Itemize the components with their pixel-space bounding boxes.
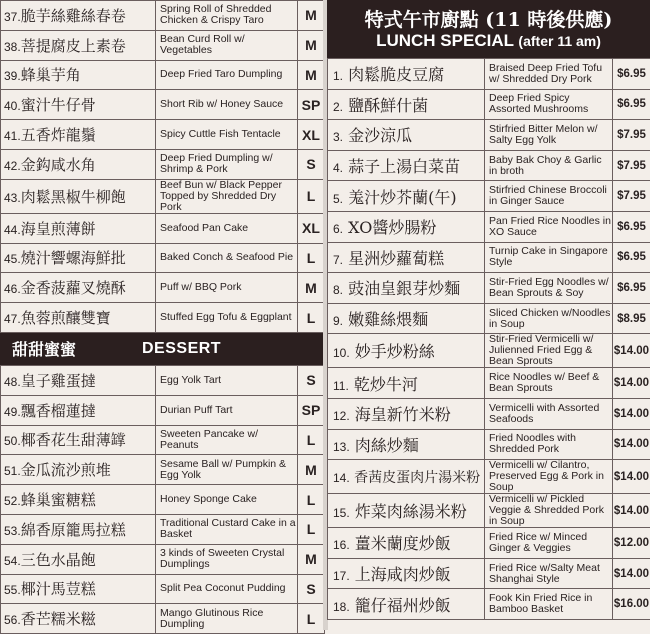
lunch-item-row <box>328 460 650 494</box>
item-size: L <box>298 425 325 455</box>
item-name-zh <box>328 211 485 242</box>
lunch-item-row <box>328 59 650 90</box>
item-name-en: Bean Curd Roll w/ Vegetables <box>156 30 298 60</box>
lunch-item-row <box>328 494 650 528</box>
item-number: 5. <box>333 192 343 206</box>
item-name-en: Fried Noodles with Shredded Pork <box>485 429 613 460</box>
item-number: 6. <box>333 222 343 236</box>
item-size: XL <box>298 213 325 243</box>
item-name-zh <box>328 150 485 181</box>
menu-item-row <box>1 60 325 90</box>
item-price: $6.95 <box>613 211 650 242</box>
lunch-item-row <box>328 242 650 273</box>
lunch-title-main: LUNCH SPECIAL <box>376 31 514 50</box>
item-name-zh <box>328 59 485 90</box>
item-price: $14.00 <box>613 460 650 494</box>
item-price: $14.00 <box>613 429 650 460</box>
item-chinese-name: 蜜汁牛仔骨 <box>21 96 96 114</box>
item-name-zh <box>328 589 485 620</box>
item-name-zh <box>1 395 156 425</box>
item-chinese-name: 飄香榴蓮撻 <box>21 402 96 420</box>
menu-item-row <box>1 395 325 425</box>
item-name-zh <box>1 213 156 243</box>
menu-item-row <box>1 514 325 544</box>
item-number: 46. <box>4 282 21 296</box>
item-price: $6.95 <box>613 242 650 273</box>
item-chinese-name: 蜂巢蜜糖糕 <box>21 491 96 509</box>
menu-item-row <box>1 303 325 333</box>
lunch-item-row <box>328 589 650 620</box>
item-name-en: Fook Kin Fried Rice in Bamboo Basket <box>485 589 613 620</box>
item-name-zh <box>328 558 485 589</box>
item-name-en: Rice Noodles w/ Beef & Bean Sprouts <box>485 368 613 399</box>
item-chinese-name: 上海咸肉炒飯 <box>355 565 451 584</box>
item-number: 9. <box>333 314 343 328</box>
item-name-en: Sweeten Pancake w/ Peanuts <box>156 425 298 455</box>
item-name-zh <box>328 89 485 120</box>
item-name-en: Egg Yolk Tart <box>156 365 298 395</box>
item-number: 18. <box>333 600 350 614</box>
item-chinese-name: 乾炒牛河 <box>354 375 418 394</box>
item-size: XL <box>298 120 325 150</box>
item-size: M <box>298 455 325 485</box>
lunch-title-zh: 特式午市廚點 (11 時後供應) <box>327 5 650 32</box>
item-chinese-name: 肉鬆黑椒牛柳飽 <box>21 188 126 206</box>
menu-item-row <box>1 273 325 303</box>
item-name-en: Turnip Cake in Singapore Style <box>485 242 613 273</box>
item-name-en: 3 kinds of Sweeten Crystal Dumplings <box>156 544 298 574</box>
item-price: $6.95 <box>613 273 650 304</box>
item-name-en: Spicy Cuttle Fish Tentacle <box>156 120 298 150</box>
item-number: 49. <box>4 405 21 419</box>
item-name-en: Mango Glutinous Rice Dumpling <box>156 604 298 634</box>
lunch-item-row <box>328 181 650 212</box>
item-chinese-name: 皇子雞蛋撻 <box>21 372 96 390</box>
item-name-zh <box>1 455 156 485</box>
item-number: 2. <box>333 100 343 114</box>
item-chinese-name: 蜂巢芋角 <box>21 66 81 84</box>
item-chinese-name: 鹽酥鮮什菌 <box>348 96 428 115</box>
item-number: 53. <box>4 524 21 538</box>
item-name-zh <box>328 368 485 399</box>
item-chinese-name: 肉鬆脆皮豆腐 <box>348 65 444 84</box>
item-number: 3. <box>333 130 343 144</box>
item-name-zh <box>1 604 156 634</box>
item-size: S <box>298 365 325 395</box>
dessert-title-zh: 甜甜蜜蜜 <box>0 333 142 365</box>
menu-item-row <box>1 179 325 213</box>
item-number: 56. <box>4 613 21 627</box>
lunch-item-row <box>328 334 650 368</box>
item-size: L <box>298 485 325 515</box>
dessert-header <box>0 333 324 365</box>
lunch-title-en <box>327 31 650 51</box>
item-name-zh <box>328 273 485 304</box>
item-name-zh <box>1 485 156 515</box>
item-number: 11. <box>333 379 349 393</box>
item-name-en: Deep Fried Spicy Assorted Mushrooms <box>485 89 613 120</box>
item-number: 50. <box>4 434 21 448</box>
menu-item-row <box>1 90 325 120</box>
item-chinese-name: 嫩雞絲煨麵 <box>348 310 428 329</box>
item-size: M <box>298 1 325 31</box>
item-chinese-name: 菩提腐皮上素卷 <box>21 37 126 55</box>
item-name-en: Baked Conch & Seafood Pie <box>156 243 298 273</box>
item-name-zh <box>1 90 156 120</box>
item-name-zh <box>1 514 156 544</box>
menu-item-row <box>1 243 325 273</box>
item-name-zh <box>328 494 485 528</box>
item-chinese-name: 羗汁炒芥蘭(午) <box>348 188 457 207</box>
item-name-en: Puff w/ BBQ Pork <box>156 273 298 303</box>
item-name-en: Seafood Pan Cake <box>156 213 298 243</box>
lunch-item-row <box>328 273 650 304</box>
lunch-item-row <box>328 150 650 181</box>
item-price: $6.95 <box>613 59 650 90</box>
lunch-special-column <box>327 0 650 620</box>
item-size: SP <box>298 395 325 425</box>
item-number: 52. <box>4 494 21 508</box>
menu-item-row <box>1 485 325 515</box>
item-chinese-name: XO醬炒腸粉 <box>348 218 436 237</box>
item-chinese-name: 椰汁馬荳糕 <box>21 580 96 598</box>
item-price: $7.95 <box>613 120 650 151</box>
dim-sum-table <box>0 0 325 333</box>
item-name-zh <box>328 528 485 559</box>
item-number: 38. <box>4 40 21 54</box>
item-chinese-name: 薑米蘭度炒飯 <box>355 534 451 553</box>
item-chinese-name: 妙手炒粉絲 <box>355 342 435 361</box>
item-name-zh <box>1 60 156 90</box>
item-number: 42. <box>4 159 21 173</box>
item-number: 54. <box>4 554 21 568</box>
lunch-title-sub: (after 11 am) <box>518 33 600 49</box>
item-price: $16.00 <box>613 589 650 620</box>
item-name-en: Stuffed Egg Tofu & Eggplant <box>156 303 298 333</box>
lunch-item-row <box>328 429 650 460</box>
item-name-en: Stir-Fried Vermicelli w/ Julienned Fried Egg & Bean Sprouts <box>485 334 613 368</box>
item-number: 15. <box>333 506 350 520</box>
item-name-zh <box>1 303 156 333</box>
item-size: M <box>298 60 325 90</box>
item-price: $7.95 <box>613 150 650 181</box>
menu-item-row <box>1 455 325 485</box>
item-size: L <box>298 514 325 544</box>
item-name-en: Baby Bak Choy & Garlic in broth <box>485 150 613 181</box>
lunch-special-header <box>327 0 650 58</box>
item-price: $6.95 <box>613 89 650 120</box>
item-name-zh <box>328 242 485 273</box>
item-size: L <box>298 243 325 273</box>
item-name-zh <box>1 273 156 303</box>
item-chinese-name: 金瓜流沙煎堆 <box>21 461 111 479</box>
item-number: 40. <box>4 99 21 113</box>
item-name-zh <box>1 179 156 213</box>
item-name-en: Stir-Fried Egg Noodles w/ Bean Sprouts & Soy <box>485 273 613 304</box>
item-chinese-name: 魚蓉煎釀雙寶 <box>21 309 111 327</box>
item-name-zh <box>328 398 485 429</box>
item-name-zh <box>328 460 485 494</box>
item-name-en: Vermicelli w/ Pickled Veggie & Shredded Pork in Soup <box>485 494 613 528</box>
item-name-en: Deep Fried Dumpling w/ Shrimp & Pork <box>156 149 298 179</box>
item-chinese-name: 金香菠蘿叉燒酥 <box>21 279 126 297</box>
item-number: 10. <box>333 346 350 360</box>
item-size: L <box>298 303 325 333</box>
item-number: 51. <box>4 464 21 478</box>
item-price: $14.00 <box>613 558 650 589</box>
item-name-en: Traditional Custard Cake in a Basket <box>156 514 298 544</box>
item-name-en: Pan Fried Rice Noodles in XO Sauce <box>485 211 613 242</box>
item-name-en: Vermicelli w/ Cilantro, Preserved Egg & Pork in Soup <box>485 460 613 494</box>
item-name-en: Spring Roll of Shredded Chicken & Crispy Taro <box>156 1 298 31</box>
item-number: 39. <box>4 69 21 83</box>
item-name-zh <box>1 149 156 179</box>
item-chinese-name: 肉絲炒麵 <box>355 436 419 455</box>
item-name-en: Sesame Ball w/ Pumpkin & Egg Yolk <box>156 455 298 485</box>
item-number: 1. <box>333 69 343 83</box>
item-name-zh <box>328 429 485 460</box>
lunch-item-row <box>328 528 650 559</box>
item-number: 7. <box>333 253 343 267</box>
item-number: 48. <box>4 375 21 389</box>
lunch-item-row <box>328 558 650 589</box>
item-number: 8. <box>333 283 343 297</box>
item-number: 14. <box>333 471 350 485</box>
item-name-zh <box>1 544 156 574</box>
item-name-zh <box>328 334 485 368</box>
lunch-item-row <box>328 303 650 334</box>
item-name-en: Short Rib w/ Honey Sauce <box>156 90 298 120</box>
item-name-en: Honey Sponge Cake <box>156 485 298 515</box>
item-number: 43. <box>4 191 21 205</box>
item-size: S <box>298 574 325 604</box>
item-chinese-name: 綿香原籠馬拉糕 <box>21 521 126 539</box>
item-chinese-name: 豉油皇銀芽炒麵 <box>348 279 460 298</box>
menu-item-row <box>1 149 325 179</box>
item-name-zh <box>328 303 485 334</box>
item-name-en: Fried Rice w/ Minced Ginger & Veggies <box>485 528 613 559</box>
menu-item-row <box>1 213 325 243</box>
item-chinese-name: 金鈎咸水角 <box>21 156 96 174</box>
item-size: L <box>298 604 325 634</box>
item-name-zh <box>1 425 156 455</box>
item-name-en: Durian Puff Tart <box>156 395 298 425</box>
item-name-zh <box>1 120 156 150</box>
item-chinese-name: 脆芋絲雞絲春卷 <box>21 7 126 25</box>
item-name-zh <box>1 365 156 395</box>
item-number: 17. <box>333 569 350 583</box>
item-name-zh <box>328 181 485 212</box>
menu-item-row <box>1 365 325 395</box>
item-price: $14.00 <box>613 494 650 528</box>
menu-item-row <box>1 1 325 31</box>
item-chinese-name: 海皇煎薄餅 <box>21 220 96 238</box>
lunch-item-row <box>328 211 650 242</box>
item-chinese-name: 燒汁響螺海鮮批 <box>21 249 126 267</box>
item-chinese-name: 椰香花生甜薄罉 <box>21 431 126 449</box>
item-number: 13. <box>333 440 350 454</box>
item-name-en: Stirfried Bitter Melon w/ Salty Egg Yolk <box>485 120 613 151</box>
item-chinese-name: 炸菜肉絲湯米粉 <box>355 502 467 521</box>
item-chinese-name: 海皇新竹米粉 <box>355 405 451 424</box>
item-name-en: Stirfried Chinese Broccoli in Ginger Sauce <box>485 181 613 212</box>
item-size: M <box>298 30 325 60</box>
menu-item-row <box>1 604 325 634</box>
lunch-item-row <box>328 120 650 151</box>
menu-item-row <box>1 574 325 604</box>
item-number: 45. <box>4 252 21 266</box>
item-chinese-name: 蒜子上湯白菜苗 <box>348 157 460 176</box>
item-name-en: Braised Deep Fried Tofu w/ Shredded Dry Pork <box>485 59 613 90</box>
dessert-title-en: DESSERT <box>142 333 324 365</box>
item-number: 12. <box>333 409 350 423</box>
item-price: $14.00 <box>613 368 650 399</box>
item-chinese-name: 三色水晶飽 <box>21 551 96 569</box>
item-name-en: Beef Bun w/ Black Pepper Topped by Shredded Dry Pork <box>156 179 298 213</box>
lunch-item-row <box>328 398 650 429</box>
item-size: L <box>298 179 325 213</box>
item-size: M <box>298 273 325 303</box>
item-name-en: Vermicelli with Assorted Seafoods <box>485 398 613 429</box>
lunch-item-row <box>328 89 650 120</box>
item-number: 41. <box>4 129 21 143</box>
item-chinese-name: 香芒糯米糍 <box>21 610 96 628</box>
item-price: $8.95 <box>613 303 650 334</box>
item-name-zh <box>1 30 156 60</box>
lunch-item-row <box>328 368 650 399</box>
item-size: M <box>298 544 325 574</box>
item-number: 44. <box>4 223 21 237</box>
item-name-en: Deep Fried Taro Dumpling <box>156 60 298 90</box>
item-size: S <box>298 149 325 179</box>
item-number: 37. <box>4 10 21 24</box>
item-name-en: Sliced Chicken w/Noodles in Soup <box>485 303 613 334</box>
item-number: 55. <box>4 583 21 597</box>
item-name-zh <box>1 243 156 273</box>
item-name-zh <box>1 1 156 31</box>
dessert-table <box>0 365 325 634</box>
item-chinese-name: 金沙涼瓜 <box>348 126 412 145</box>
item-chinese-name: 香茜皮蛋肉片湯米粉 <box>354 470 480 486</box>
item-price: $12.00 <box>613 528 650 559</box>
menu-item-row <box>1 120 325 150</box>
item-chinese-name: 星洲炒蘿蔔糕 <box>348 249 444 268</box>
item-chinese-name: 五香炸龍鬚 <box>21 126 96 144</box>
item-number: 47. <box>4 312 21 326</box>
menu-item-row <box>1 30 325 60</box>
item-name-zh <box>1 574 156 604</box>
item-name-zh <box>328 120 485 151</box>
item-number: 4. <box>333 161 343 175</box>
menu-item-row <box>1 425 325 455</box>
item-number: 16. <box>333 538 350 552</box>
item-price: $14.00 <box>613 398 650 429</box>
item-size: SP <box>298 90 325 120</box>
item-price: $7.95 <box>613 181 650 212</box>
item-name-en: Split Pea Coconut Pudding <box>156 574 298 604</box>
lunch-special-table <box>327 58 650 620</box>
menu-item-row <box>1 544 325 574</box>
item-chinese-name: 籠仔福州炒飯 <box>355 596 451 615</box>
item-price: $14.00 <box>613 334 650 368</box>
dim-sum-column <box>0 0 324 634</box>
item-name-en: Fried Rice w/Salty Meat Shanghai Style <box>485 558 613 589</box>
